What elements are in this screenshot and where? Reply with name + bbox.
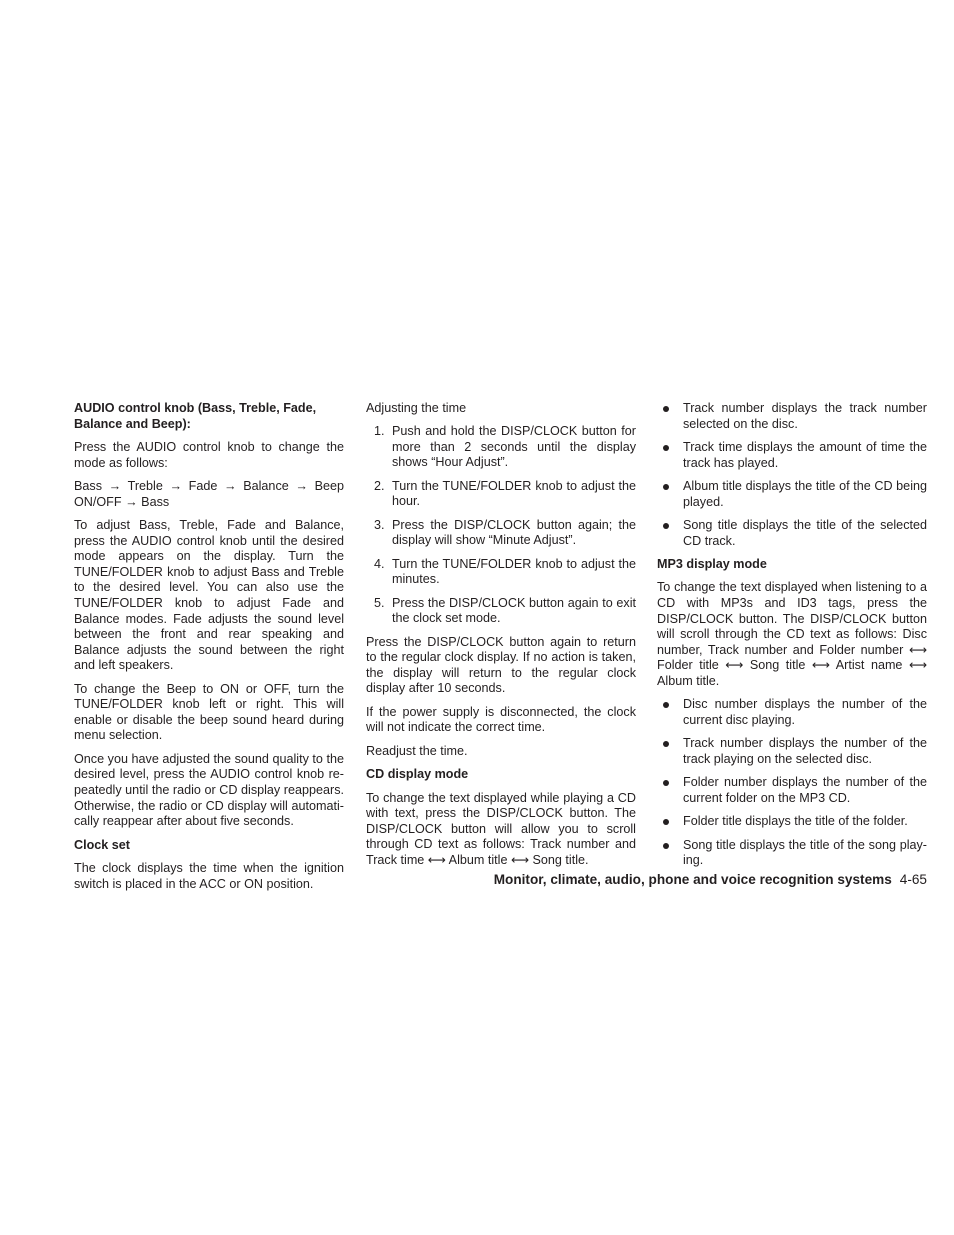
list-item (657, 775, 927, 806)
paragraph: If the power supply is disconnected, the clock will not indicate the correct time. (366, 704, 636, 735)
audio-knob-heading: AUDIO control knob (Bass, Treble, Fade, Balance and Beep): (74, 401, 317, 431)
paragraph: Once you have adjusted the sound quality to the desired level, press the AUDIO control knob repeatedly until the radio or CD display reappears. Otherwise, the radio or CD display will automatically reappear after about five seconds. (74, 751, 344, 829)
paragraph: To change the Beep to ON or OFF, turn the TUNE/FOLDER knob left or right. This will enable or disable the beep sound heard during menu selection. (74, 681, 344, 743)
list-item (657, 736, 927, 767)
bullet-icon (663, 819, 669, 825)
step-text: Turn the TUNE/FOLDER knob to adjust the minutes. (392, 556, 636, 587)
step-number: 5. (374, 595, 385, 610)
paragraph: Press the AUDIO control knob to change the mode as follows: (74, 439, 344, 470)
column-right (657, 401, 927, 877)
bullet-icon (663, 780, 669, 786)
list-item (366, 424, 636, 471)
list-item (366, 596, 636, 627)
bullet-icon (663, 741, 669, 747)
bullet-text: Album title displays the title of the CD being played. (683, 478, 927, 509)
step-text: Push and hold the DISP/CLOCK button for more than 2 seconds until the display shows “Hour Adjust”. (392, 424, 636, 470)
steps-list (366, 424, 636, 627)
step-number: 3. (374, 517, 385, 532)
step-text: Press the DISP/CLOCK button again to exit the clock set mode. (392, 595, 636, 626)
adjusting-time-lead: Adjusting the time (366, 401, 467, 415)
list-item (657, 518, 927, 549)
paragraph: Press the DISP/CLOCK button again to return to the regular clock display. If no action is taken, the display will return to the regular clock display after 10 seconds. (366, 634, 636, 696)
cd-bullets (657, 401, 927, 549)
list-item (657, 440, 927, 471)
bullet-icon (663, 445, 669, 451)
list-item (657, 697, 927, 728)
bullet-text: Track number displays the track number selected on the disc. (683, 401, 927, 431)
list-item (366, 479, 636, 510)
list-item (657, 479, 927, 510)
bullet-icon (663, 702, 669, 708)
section-title: Monitor, climate, audio, phone and voice recognition systems (493, 872, 892, 887)
bullet-icon (663, 484, 669, 490)
paragraph: Readjust the time. (366, 743, 468, 758)
paragraph: The clock displays the time when the ignition switch is placed in the ACC or ON position. (74, 861, 344, 891)
list-item (366, 557, 636, 588)
bullet-icon (663, 523, 669, 529)
column-left (74, 401, 344, 900)
paragraph: To change the text displayed while playing a CD with text, press the DISP/CLOCK button. The DISP/CLOCK button will allow you to scroll through CD text as follows: Track number and Track time ⟷ Album title ⟷ Song title. (366, 790, 636, 868)
step-text: Press the DISP/CLOCK button again; the display will show “Minute Adjust”. (392, 517, 636, 548)
bullet-text: Disc number displays the number of the current disc playing. (683, 697, 927, 727)
bullet-text: Track number displays the number of the track playing on the selected disc. (683, 736, 927, 766)
bullet-text: Folder title displays the title of the folder. (683, 814, 908, 829)
step-number: 2. (374, 478, 385, 493)
list-item (657, 814, 927, 830)
list-item (366, 518, 636, 549)
mp3-bullets (657, 697, 927, 869)
paragraph: To change the text displayed when listening to a CD with MP3s and ID3 tags, press the DISP/CLOCK button. The DISP/CLOCK button will scroll through the CD text as follows: Disc number, Track number and Folder number ⟷ Folder title ⟷ Song title ⟷ Artist name ⟷ Album title. (657, 580, 927, 688)
clock-set-heading: Clock set (74, 837, 130, 852)
paragraph: To adjust Bass, Treble, Fade and Balance, press the AUDIO control knob until the desired mode appears on the display. Turn the TUNE/FOLDER knob to adjust Bass and Treble to the desired level. You can also use the TUNE/FOLDER knob to adjust Fade and Balance modes. Fade adjusts the sound level between the front and rear speaking and Balance adjusts the sound between the right and left speakers. (74, 517, 344, 673)
cd-display-heading: CD display mode (366, 767, 469, 782)
bullet-text: Track time displays the amount of time the track has played. (683, 439, 927, 470)
column-middle (366, 401, 636, 876)
step-number: 1. (374, 424, 385, 439)
page-footer (380, 872, 927, 887)
mode-sequence: Bass → Treble → Fade → Balance → Beep ON/OFF → Bass (74, 478, 344, 509)
bullet-icon (663, 406, 669, 412)
page-number: 4-65 (899, 872, 927, 887)
bullet-text: Song title displays the title of the song playing. (683, 837, 927, 868)
step-number: 4. (374, 556, 385, 571)
bullet-text: Folder number displays the number of the current folder on the MP3 CD. (683, 775, 927, 805)
mp3-display-heading: MP3 display mode (657, 556, 767, 571)
list-item (657, 838, 927, 869)
list-item (657, 401, 927, 432)
bullet-icon (663, 843, 669, 849)
bullet-text: Song title displays the title of the selected CD track. (683, 517, 927, 548)
step-text: Turn the TUNE/FOLDER knob to adjust the hour. (392, 478, 636, 509)
